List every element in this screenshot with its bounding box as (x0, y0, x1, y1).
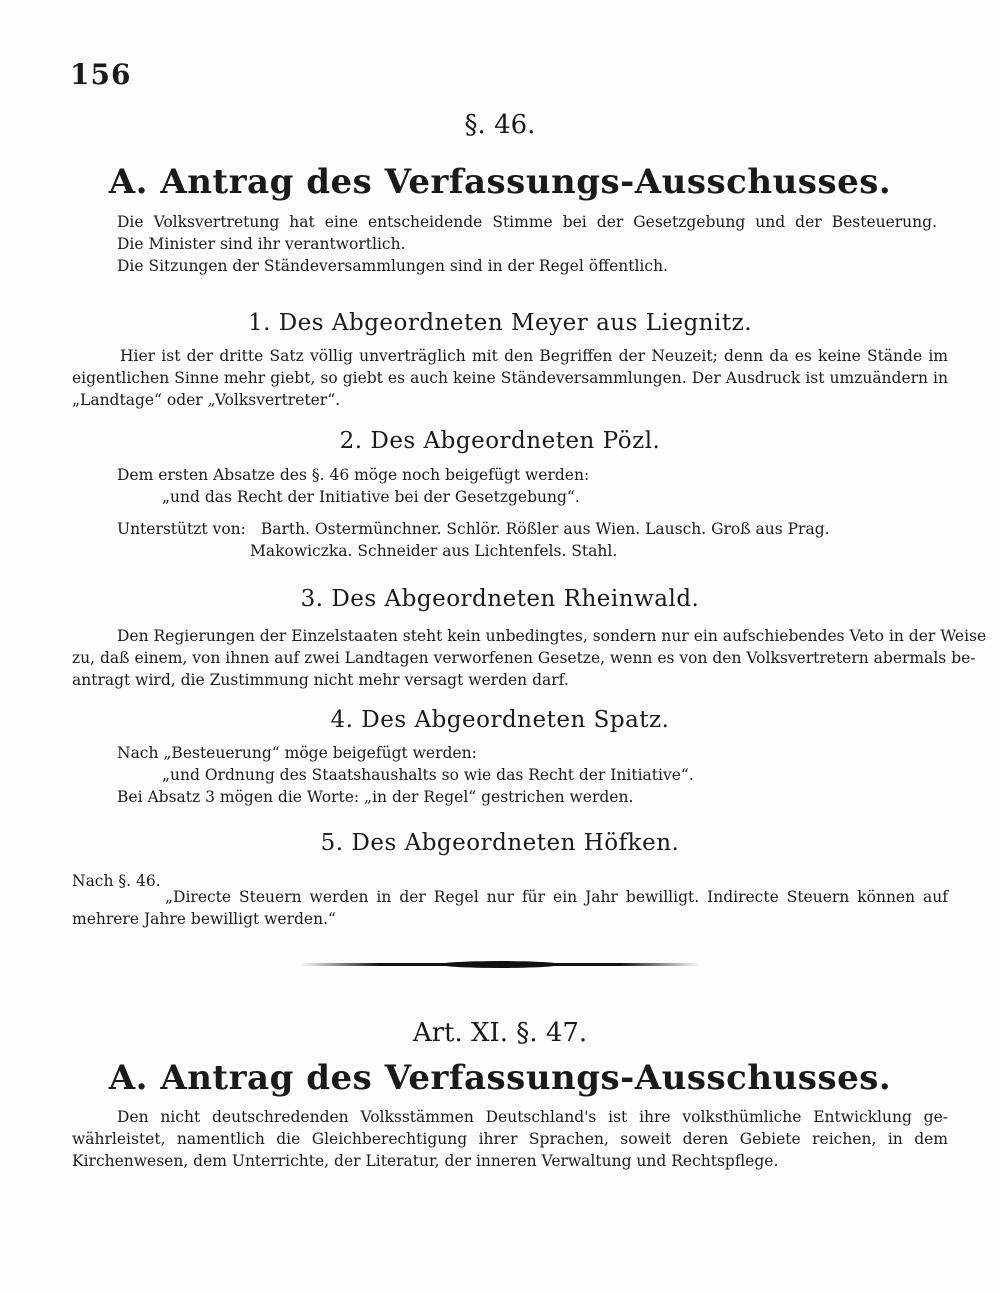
section-text (72, 1106, 948, 1172)
supporters-label: Unterstützt von: (117, 520, 246, 538)
amendment-heading: 4. Des Abgeordneten Spatz. (330, 707, 670, 733)
text-line: „Directe Steuern werden in der Regel nur für ein Jahr bewilligt. Indirecte Steuern können auf (165, 888, 948, 906)
text-line: antragt wird, die Zustimmung nicht mehr versagt werden darf. (72, 671, 569, 689)
section-text (117, 211, 937, 277)
text-line: Kirchenwesen, dem Unterrichte, der Literatur, der inneren Verwaltung und Rechtspflege. (72, 1152, 779, 1170)
text-line: Dem ersten Absatze des §. 46 möge noch beigefügt werden: (117, 466, 590, 484)
section-mark: §. 46. (464, 110, 536, 140)
text-line: Den nicht deutschredenden Volksstämmen Deutschland's ist ihre volksthümliche Entwicklung ge- (117, 1108, 948, 1126)
text-line: „und das Recht der Initiative bei der Gesetzgebung“. (162, 488, 580, 506)
text-line: mehrere Jahre bewilligt werden.“ (72, 910, 336, 928)
section-divider-swell (440, 961, 560, 968)
section-mark: Art. XI. §. 47. (412, 1018, 588, 1048)
amendment-text (72, 345, 948, 411)
text-line: Nach „Besteuerung“ möge beigefügt werden: (117, 744, 477, 762)
amendment-heading: 3. Des Abgeordneten Rheinwald. (300, 586, 700, 612)
amendment-text (117, 464, 947, 508)
text-line: währleistet, namentlich die Gleichberechtigung ihrer Sprachen, soweit deren Gebiete reichen, in dem (72, 1130, 948, 1148)
text-line: Die Minister sind ihr verantwortlich. (117, 235, 406, 253)
page-number: 156 (70, 58, 132, 91)
amendment-text (72, 625, 987, 691)
section-heading: A. Antrag des Verfassungs-Ausschusses. (108, 162, 892, 202)
text-line: „und Ordnung des Staatshaushalts so wie das Recht der Initiative“. (162, 766, 694, 784)
supporters-line (117, 518, 947, 540)
supporters-names: Barth. Ostermünchner. Schlör. Rößler aus Wien. Lausch. Groß aus Prag. (260, 520, 830, 538)
text-line: Hier ist der dritte Satz völlig unverträglich mit den Begriffen der Neuzeit; denn da es keine Stände im (120, 347, 948, 365)
amendment-text (117, 742, 947, 808)
amendment-prefix: Nach §. 46. (72, 872, 161, 890)
amendment-text (72, 886, 948, 930)
supporters-block (117, 518, 947, 562)
section-heading: A. Antrag des Verfassungs-Ausschusses. (108, 1058, 892, 1098)
amendment-heading: 2. Des Abgeordneten Pözl. (339, 428, 661, 454)
text-line: „Landtage“ oder „Volksvertreter“. (72, 391, 341, 409)
text-line: Die Volksvertretung hat eine entscheidende Stimme bei der Gesetzgebung und der Besteuerung. (117, 213, 937, 231)
amendment-heading: 1. Des Abgeordneten Meyer aus Liegnitz. (247, 310, 753, 336)
text-line: Die Sitzungen der Ständeversammlungen sind in der Regel öffentlich. (117, 257, 668, 275)
text-line: Bei Absatz 3 mögen die Worte: „in der Regel“ gestrichen werden. (117, 788, 634, 806)
text-line: eigentlichen Sinne mehr giebt, so giebt es auch keine Ständeversammlungen. Der Ausdruck ist umzuändern in (72, 369, 948, 387)
amendment-heading: 5. Des Abgeordneten Höfken. (320, 830, 680, 856)
text-line: Den Regierungen der Einzelstaaten steht kein unbedingtes, sondern nur ein aufschiebendes Veto in der Weise (117, 627, 987, 645)
supporters-names: Makowiczka. Schneider aus Lichtenfels. Stahl. (250, 542, 618, 560)
text-line: zu, daß einem, von ihnen auf zwei Landtagen verworfenen Gesetze, wenn es von den Volksvertretern abermals be- (72, 649, 976, 667)
